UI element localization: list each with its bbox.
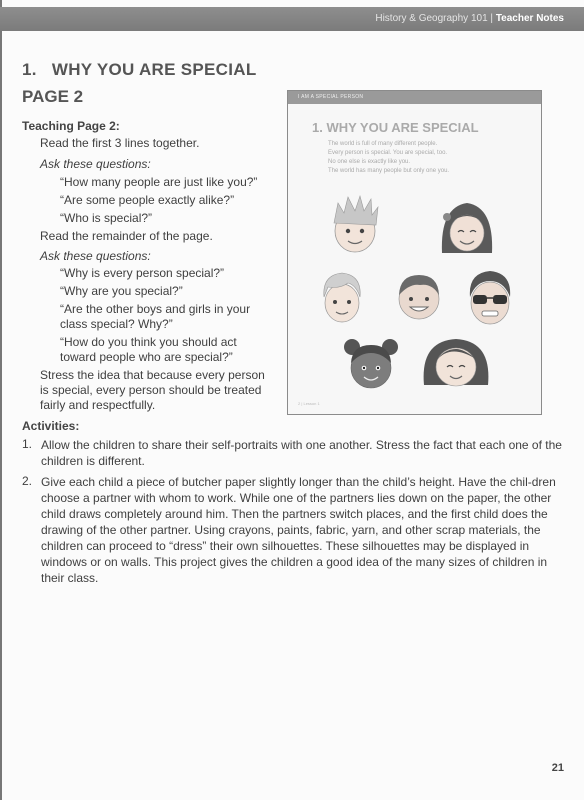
girl-wavy-hair-face-icon [420, 335, 492, 391]
girl-pigtails-face-icon [342, 335, 400, 393]
boy-sunglasses-face-icon [464, 267, 516, 329]
question-item: “Are some people exactly alike?” [60, 193, 235, 207]
question-item: “Who is special?” [60, 211, 153, 225]
boy-smiling-face-icon [392, 269, 446, 323]
activity-number: 2. [22, 474, 33, 488]
boy-blond-face-icon [318, 269, 366, 327]
teaching-heading: Teaching Page 2: [22, 119, 120, 133]
activities-heading: Activities: [22, 419, 80, 433]
worksheet-line: No one else is exactly like you. [328, 159, 411, 165]
question-item: “Why are you special?” [60, 284, 183, 298]
worksheet-title: 1. WHY YOU ARE SPECIAL [312, 120, 479, 135]
question-item: “Why is every person special?” [60, 266, 225, 280]
worksheet-image [287, 90, 542, 415]
boy-spiky-hair-face-icon [326, 193, 384, 255]
ask-questions-label: Ask these questions: [40, 157, 151, 171]
worksheet-footer: 2 | Lesson 1 [298, 401, 320, 406]
girl-dark-hair-face-icon [436, 197, 498, 259]
header-text [375, 13, 564, 24]
header-separator: | [490, 13, 494, 24]
chapter-title: 1. WHY YOU ARE SPECIAL [22, 60, 257, 79]
course-name: History & Geography 101 [375, 13, 488, 24]
read-remainder-line: Read the remainder of the page. [40, 229, 213, 243]
page-edge [0, 0, 2, 800]
page-subtitle: PAGE 2 [22, 87, 84, 106]
question-item: toward people who are special?” [60, 350, 233, 364]
worksheet-line: Every person is special. You are special, too. [328, 150, 448, 156]
stress-line: Stress the idea that because every person [40, 368, 265, 382]
question-item: “How many people are just like you?” [60, 175, 258, 189]
worksheet-line: The world has many people but only one you. [328, 168, 450, 174]
activity-number: 1. [22, 437, 33, 451]
question-item: “Are the other boys and girls in your [60, 302, 251, 316]
page-number: 21 [551, 762, 564, 774]
ask-questions-label: Ask these questions: [40, 249, 151, 263]
activity-text: Allow the children to share their self-portraits with one another. Stress the fact that each one of the children is different. [41, 438, 562, 468]
section-name: Teacher Notes [495, 13, 564, 24]
read-first-line: Read the first 3 lines together. [40, 136, 200, 150]
question-item: class special? Why?” [60, 317, 173, 331]
stress-line: is special, every person should be treated [40, 383, 262, 397]
worksheet-line: The world is full of many different people. [328, 141, 438, 147]
worksheet-header-bar [288, 91, 541, 104]
stress-line: fairly and respectfully. [40, 398, 156, 412]
worksheet-bar-label: I AM A SPECIAL PERSON [298, 94, 364, 100]
question-item: “How do you think you should act [60, 335, 237, 349]
header-bar [0, 7, 584, 31]
activity-text: Give each child a piece of butcher paper slightly longer than the child’s height. Have the chil-dren choose a partner with whom to work. While one of the partners lies down on the paper, the other child draws completely around him. Then the partners switch places, and the first child does the drawing of the other partner. Using crayons, paints, fabric, yarn, and other scrap materials, the children can proceed to “dress” their own silhouettes. These silhouettes may be displayed in windows or on walls. This project gives the children a good idea of the many sizes of children in their class. [41, 475, 556, 585]
